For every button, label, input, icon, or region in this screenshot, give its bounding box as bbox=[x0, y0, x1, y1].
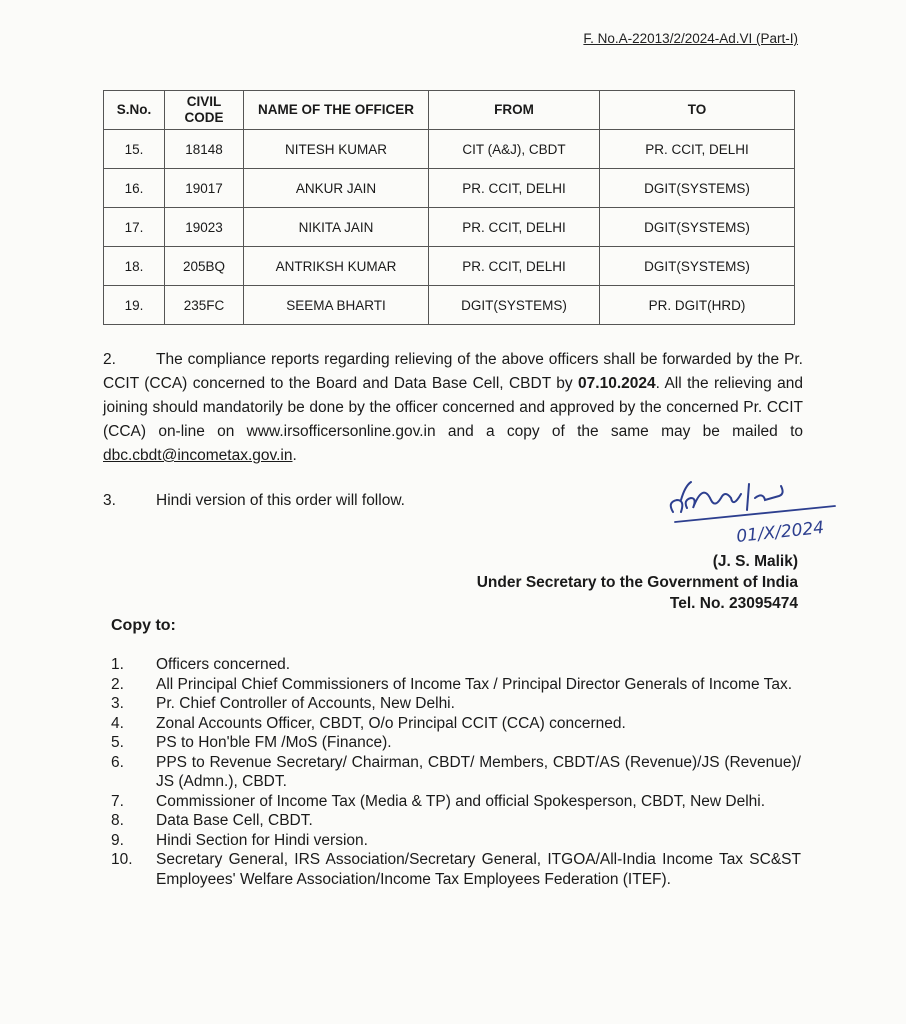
list-item bbox=[111, 792, 801, 812]
list-item bbox=[111, 733, 801, 753]
list-item-number: 10. bbox=[111, 851, 133, 868]
signatory-designation: Under Secretary to the Government of India bbox=[476, 574, 798, 591]
list-item bbox=[111, 655, 801, 675]
list-item-number: 9. bbox=[111, 831, 124, 849]
cell-to: DGIT(SYSTEMS) bbox=[600, 169, 795, 208]
list-item bbox=[111, 811, 801, 831]
cell-civil-code: 19023 bbox=[165, 208, 244, 247]
cell-from: PR. CCIT, DELHI bbox=[429, 169, 600, 208]
header-civil-code-line1: CIVIL bbox=[186, 94, 222, 109]
cell-sno: 18. bbox=[104, 247, 165, 286]
paragraph-text: The compliance reports regarding relieving of the above officers shall be forwarded by the Pr. CCIT (CCA) concerned to the Board and Data Base Cell, CBDT by bbox=[103, 351, 803, 392]
list-item bbox=[111, 850, 801, 889]
cell-from: CIT (A&J), CBDT bbox=[429, 130, 600, 169]
paragraph-number: 3. bbox=[103, 492, 116, 509]
cell-officer-name: ANKUR JAIN bbox=[244, 169, 429, 208]
header-civil-code-line2: CODE bbox=[184, 110, 224, 125]
list-item-number: 2. bbox=[111, 675, 124, 693]
cell-sno: 19. bbox=[104, 286, 165, 325]
signatory-block bbox=[477, 551, 798, 614]
paragraph-text: . All the relieving and joining should mandatorily be done by the officer concerned and approved by the concerned Pr. CCIT (CCA) on-line on www.irsofficersonline.gov.in and a copy of the same may be mailed to bbox=[103, 375, 803, 440]
list-item-number: 7. bbox=[111, 792, 124, 810]
list-item bbox=[111, 714, 801, 734]
list-item-text: Hindi Section for Hindi version. bbox=[156, 831, 368, 849]
copy-to-list bbox=[111, 655, 801, 889]
list-item-text: PS to Hon'ble FM /MoS (Finance). bbox=[156, 734, 392, 751]
header-officer-name: NAME OF THE OFFICER bbox=[244, 91, 429, 130]
list-item-text: Data Base Cell, CBDT. bbox=[156, 812, 313, 829]
paragraph-text: Hindi version of this order will follow. bbox=[156, 492, 405, 509]
cell-officer-name: NITESH KUMAR bbox=[244, 130, 429, 169]
cell-sno: 15. bbox=[104, 130, 165, 169]
cell-sno: 17. bbox=[104, 208, 165, 247]
list-item bbox=[111, 675, 801, 695]
cell-officer-name: NIKITA JAIN bbox=[244, 208, 429, 247]
list-item-text: Commissioner of Income Tax (Media & TP) and official Spokesperson, CBDT, New Delhi. bbox=[156, 792, 766, 810]
cell-to: DGIT(SYSTEMS) bbox=[600, 247, 795, 286]
list-item-text: PPS to Revenue Secretary/ Chairman, CBDT/ Members, CBDT/AS (Revenue)/JS (Revenue)/ JS (Admn.), CBDT. bbox=[156, 753, 801, 790]
list-item-text: Pr. Chief Controller of Accounts, New Delhi. bbox=[156, 695, 455, 712]
list-item bbox=[111, 694, 801, 714]
signature-date: 01/X/2024 bbox=[735, 517, 826, 547]
paragraph-number: 2. bbox=[103, 351, 116, 368]
list-item-number: 1. bbox=[111, 656, 124, 673]
list-item-text: Secretary General, IRS Association/Secretary General, ITGOA/All-India Income Tax SC&ST Employees' Welfare Association/Income Tax Employees Federation (ITEF). bbox=[156, 851, 801, 888]
table-row bbox=[104, 169, 795, 208]
list-item-text: All Principal Chief Commissioners of Income Tax / Principal Director Generals of Income Tax. bbox=[156, 675, 793, 693]
list-item-text: Officers concerned. bbox=[156, 656, 291, 673]
cell-officer-name: ANTRIKSH KUMAR bbox=[244, 247, 429, 286]
header-civil-code bbox=[165, 91, 244, 130]
list-item-number: 8. bbox=[111, 812, 124, 829]
list-item bbox=[111, 831, 801, 851]
cell-from: PR. CCIT, DELHI bbox=[429, 208, 600, 247]
handwritten-signature bbox=[645, 470, 855, 550]
copy-to-heading: Copy to: bbox=[111, 617, 176, 634]
deadline-date: 07.10.2024 bbox=[578, 375, 656, 392]
file-number: F. No.A-22013/2/2024-Ad.VI (Part-I) bbox=[583, 31, 798, 46]
cell-civil-code: 205BQ bbox=[165, 247, 244, 286]
cell-from: PR. CCIT, DELHI bbox=[429, 247, 600, 286]
list-item bbox=[111, 753, 801, 792]
cell-civil-code: 19017 bbox=[165, 169, 244, 208]
header-sno: S.No. bbox=[104, 91, 165, 130]
cell-from: DGIT(SYSTEMS) bbox=[429, 286, 600, 325]
signatory-telephone: Tel. No. 23095474 bbox=[669, 595, 798, 612]
paragraph-text: . bbox=[292, 447, 297, 464]
signatory-name: (J. S. Malik) bbox=[712, 553, 798, 570]
table-row bbox=[104, 130, 795, 169]
list-item-number: 4. bbox=[111, 714, 124, 732]
list-item-number: 6. bbox=[111, 753, 124, 771]
table-row bbox=[104, 247, 795, 286]
cell-to: PR. CCIT, DELHI bbox=[600, 130, 795, 169]
header-from: FROM bbox=[429, 91, 600, 130]
list-item-number: 5. bbox=[111, 734, 124, 751]
list-item-number: 3. bbox=[111, 695, 124, 712]
header-to: TO bbox=[600, 91, 795, 130]
table-header-row bbox=[104, 91, 795, 130]
list-item-text: Zonal Accounts Officer, CBDT, O/o Principal CCIT (CCA) concerned. bbox=[156, 714, 626, 732]
table-row bbox=[104, 208, 795, 247]
table-row bbox=[104, 286, 795, 325]
cell-civil-code: 18148 bbox=[165, 130, 244, 169]
cell-to: PR. DGIT(HRD) bbox=[600, 286, 795, 325]
email-link[interactable]: dbc.cbdt@incometax.gov.in bbox=[103, 447, 293, 464]
officer-transfer-table bbox=[103, 90, 795, 325]
cell-sno: 16. bbox=[104, 169, 165, 208]
paragraph-2 bbox=[103, 348, 803, 468]
cell-officer-name: SEEMA BHARTI bbox=[244, 286, 429, 325]
cell-to: DGIT(SYSTEMS) bbox=[600, 208, 795, 247]
signature-drawing bbox=[645, 470, 855, 550]
cell-civil-code: 235FC bbox=[165, 286, 244, 325]
